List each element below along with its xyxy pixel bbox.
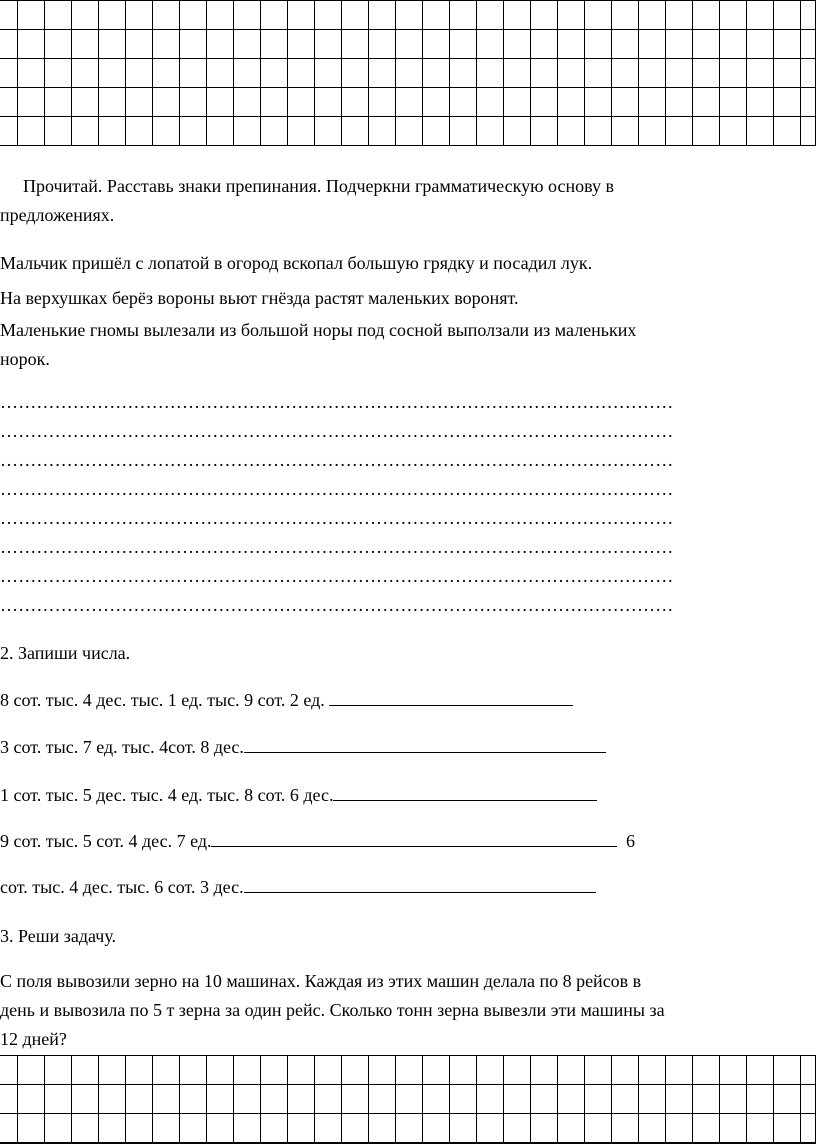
answer-line[interactable]: ………………………………………………………………………………………………… xyxy=(0,392,674,412)
task3-line1: С поля вывозили зерно на 10 машинах. Каждая из этих машин делала по 8 рейсов в xyxy=(0,971,642,991)
answer-line[interactable]: ………………………………………………………………………………………………… xyxy=(0,537,674,557)
answer-line[interactable]: ………………………………………………………………………………………………… xyxy=(0,421,674,441)
task2-item-5 xyxy=(0,874,596,899)
task1-instruction-line2: предложениях. xyxy=(0,205,115,225)
sentence-1: Мальчик пришёл с лопатой в огород вскопал большую грядку и посадил лук. xyxy=(0,253,593,273)
task2-item-4-blank[interactable] xyxy=(211,828,617,847)
sentence-2: На верхушках берёз вороны вьют гнёзда растят маленьких воронят. xyxy=(0,288,519,308)
task2-item-2-blank[interactable] xyxy=(244,734,606,753)
task2-item-4-text: 9 сот. тыс. 5 сот. 4 дес. 7 ед. xyxy=(0,831,212,851)
answer-line[interactable]: ………………………………………………………………………………………………… xyxy=(0,595,674,615)
task2-item-1-blank[interactable] xyxy=(329,687,573,706)
task2-item-4-tail: 6 xyxy=(625,831,635,851)
task3-line2: день и вывозила по 5 т зерна за один рейс. Сколько тонн зерна вывезли эти машины за xyxy=(0,1000,665,1020)
task2-item-2 xyxy=(0,734,606,759)
task1-instruction-line1: Прочитай. Расставь знаки препинания. Подчеркни грамматическую основу в xyxy=(23,176,614,196)
answer-line[interactable]: ………………………………………………………………………………………………… xyxy=(0,508,674,528)
task2-item-3 xyxy=(0,782,597,807)
answer-line[interactable]: ………………………………………………………………………………………………… xyxy=(0,479,674,499)
task2-item-2-text: 3 сот. тыс. 7 ед. тыс. 4сот. 8 дес. xyxy=(0,737,244,757)
sentence-3-line1: Маленькие гномы вылезали из большой норы под сосной выползали из маленьких xyxy=(0,320,637,340)
sentence-3-line2: норок. xyxy=(0,349,50,369)
task3-title: 3. Реши задачу. xyxy=(0,926,117,946)
task3-line3: 12 дней? xyxy=(0,1029,67,1049)
answer-line[interactable]: ………………………………………………………………………………………………… xyxy=(0,450,674,470)
task2-title: 2. Запиши числа. xyxy=(0,643,131,663)
grid-top xyxy=(0,0,816,146)
task2-item-4 xyxy=(0,828,635,853)
task2-item-5-blank[interactable] xyxy=(244,874,596,893)
answer-line[interactable]: ………………………………………………………………………………………………… xyxy=(0,566,674,586)
task2-item-1 xyxy=(0,687,573,712)
task2-item-3-text: 1 сот. тыс. 5 дес. тыс. 4 ед. тыс. 8 сот. 6 дес. xyxy=(0,785,334,805)
task2-item-3-blank[interactable] xyxy=(333,782,597,801)
task2-item-1-text: 8 сот. тыс. 4 дес. тыс. 1 ед. тыс. 9 сот. 2 ед. xyxy=(0,690,325,710)
grid-bottom xyxy=(0,1055,816,1144)
task2-item-5-text: сот. тыс. 4 дес. тыс. 6 сот. 3 дес. xyxy=(0,877,244,897)
